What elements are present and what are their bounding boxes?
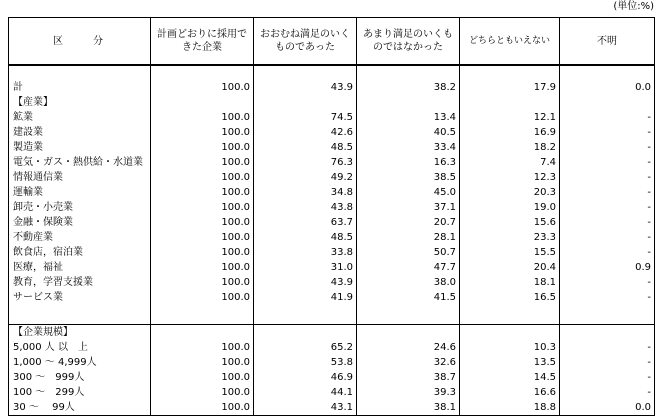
section-divider (9, 305, 655, 325)
table-row-total (9, 80, 655, 95)
table-row (9, 370, 655, 385)
cell-value: 100.0 (151, 125, 254, 140)
cell-value: 38.7 (357, 370, 460, 385)
cell-value: - (560, 230, 655, 245)
cell-value: 47.7 (357, 260, 460, 275)
row-label: 1,000 ～ 4,999人 (9, 355, 151, 370)
cell-value: 0.9 (560, 260, 655, 275)
cell-value: 0.0 (560, 80, 655, 95)
cell-value: 39.3 (357, 385, 460, 400)
cell-value: - (560, 275, 655, 290)
section-heading-size (9, 325, 655, 341)
table-row (9, 110, 655, 125)
row-label: 教育，学習支援業 (9, 275, 151, 290)
cell-value: 20.7 (357, 215, 460, 230)
row-label: 計 (9, 80, 151, 95)
cell-value: 100.0 (151, 170, 254, 185)
table-row (9, 200, 655, 215)
cell-value: 12.1 (460, 110, 560, 125)
header-row (9, 18, 655, 66)
cell-value: - (560, 170, 655, 185)
row-label: 5,000 人 以 上 (9, 340, 151, 355)
cell-value: - (560, 200, 655, 215)
cell-value: 16.9 (460, 125, 560, 140)
cell-value: 15.5 (460, 245, 560, 260)
cell-value: 43.1 (254, 400, 357, 416)
cell-value: 100.0 (151, 275, 254, 290)
table-row (9, 230, 655, 245)
cell-value: 15.6 (460, 215, 560, 230)
cell-value: 13.5 (460, 355, 560, 370)
table-row (9, 170, 655, 185)
cell-value: 32.6 (357, 355, 460, 370)
cell-value: 100.0 (151, 355, 254, 370)
cell-value: 33.8 (254, 245, 357, 260)
cell-value: - (560, 385, 655, 400)
cell-value: - (560, 140, 655, 155)
cell-value: 16.5 (460, 290, 560, 305)
cell-value: 20.4 (460, 260, 560, 275)
cell-value: 24.6 (357, 340, 460, 355)
cell-value: 100.0 (151, 215, 254, 230)
cell-value: 18.1 (460, 275, 560, 290)
cell-value: - (560, 110, 655, 125)
cell-value: 10.3 (460, 340, 560, 355)
cell-value: - (560, 155, 655, 170)
cell-value: 100.0 (151, 185, 254, 200)
table-row (9, 245, 655, 260)
cell-value: 34.8 (254, 185, 357, 200)
cell-value: 48.5 (254, 140, 357, 155)
cell-value: 100.0 (151, 155, 254, 170)
cell-value: 42.6 (254, 125, 357, 140)
cell-value: 63.7 (254, 215, 357, 230)
cell-value: 100.0 (151, 140, 254, 155)
table-row (9, 400, 655, 416)
cell-value: 74.5 (254, 110, 357, 125)
cell-value: 76.3 (254, 155, 357, 170)
spacer-row (9, 65, 655, 80)
survey-table (8, 17, 655, 416)
cell-value: 100.0 (151, 245, 254, 260)
cell-value: 13.4 (357, 110, 460, 125)
cell-value: 43.9 (254, 80, 357, 95)
cell-value: 53.8 (254, 355, 357, 370)
section-heading-industry (9, 95, 655, 110)
table-row (9, 155, 655, 170)
cell-value: 100.0 (151, 290, 254, 305)
row-label: 30 ～ 99人 (9, 400, 151, 416)
cell-value: 17.9 (460, 80, 560, 95)
table-row (9, 215, 655, 230)
cell-value: 100.0 (151, 370, 254, 385)
cell-value: 100.0 (151, 260, 254, 275)
cell-value: 45.0 (357, 185, 460, 200)
table-row (9, 260, 655, 275)
table-row (9, 340, 655, 355)
cell-value: - (560, 290, 655, 305)
cell-value: - (560, 185, 655, 200)
cell-value: - (560, 125, 655, 140)
cell-value: 19.0 (460, 200, 560, 215)
cell-value: 43.9 (254, 275, 357, 290)
header-not-satisfied: あまり満足のいくものではなかった (357, 18, 460, 66)
row-label: 300 ～ 999人 (9, 370, 151, 385)
cell-value: 38.5 (357, 170, 460, 185)
table-row (9, 275, 655, 290)
row-label: 運輸業 (9, 185, 151, 200)
header-unknown: 不明 (560, 18, 655, 66)
cell-value: 48.5 (254, 230, 357, 245)
row-label: 金融・保険業 (9, 215, 151, 230)
cell-value: 28.1 (357, 230, 460, 245)
cell-value: 100.0 (151, 400, 254, 416)
header-category: 区 分 (9, 18, 151, 66)
row-label: サービス業 (9, 290, 151, 305)
unit-note: (単位:%) (613, 1, 654, 12)
cell-value: - (560, 215, 655, 230)
cell-value: 38.1 (357, 400, 460, 416)
row-label: 情報通信業 (9, 170, 151, 185)
cell-value: 20.3 (460, 185, 560, 200)
cell-value: 37.1 (357, 200, 460, 215)
cell-value: 7.4 (460, 155, 560, 170)
cell-value: 41.5 (357, 290, 460, 305)
row-label: 製造業 (9, 140, 151, 155)
cell-value: 23.3 (460, 230, 560, 245)
cell-value: 100.0 (151, 230, 254, 245)
cell-value: 100.0 (151, 110, 254, 125)
row-label: 飲食店，宿泊業 (9, 245, 151, 260)
cell-value: - (560, 340, 655, 355)
header-mostly-satisfied: おおむね満足のいくものであった (254, 18, 357, 66)
table-row (9, 355, 655, 370)
row-label: 100 ～ 299人 (9, 385, 151, 400)
cell-value: 16.6 (460, 385, 560, 400)
cell-value: 40.5 (357, 125, 460, 140)
header-planned-hiring: 計画どおりに採用できた企業 (151, 18, 254, 66)
cell-value: 100.0 (151, 340, 254, 355)
row-label: 鉱業 (9, 110, 151, 125)
table-row (9, 140, 655, 155)
cell-value: 44.1 (254, 385, 357, 400)
row-label: 建設業 (9, 125, 151, 140)
cell-value: 18.8 (460, 400, 560, 416)
cell-value: 38.2 (357, 80, 460, 95)
cell-value: 16.3 (357, 155, 460, 170)
cell-value: 14.5 (460, 370, 560, 385)
table-row (9, 290, 655, 305)
cell-value: 0.0 (560, 400, 655, 416)
cell-value: 41.9 (254, 290, 357, 305)
header-neither: どちらともいえない (460, 18, 560, 66)
cell-value: 31.0 (254, 260, 357, 275)
table-row (9, 125, 655, 140)
row-label: 卸売・小売業 (9, 200, 151, 215)
cell-value: 46.9 (254, 370, 357, 385)
cell-value: - (560, 245, 655, 260)
section-heading: 【企業規模】 (9, 325, 151, 341)
row-label: 不動産業 (9, 230, 151, 245)
cell-value: 65.2 (254, 340, 357, 355)
cell-value: 38.0 (357, 275, 460, 290)
cell-value: 43.8 (254, 200, 357, 215)
cell-value: 50.7 (357, 245, 460, 260)
cell-value: - (560, 355, 655, 370)
cell-value: 100.0 (151, 200, 254, 215)
cell-value: 18.2 (460, 140, 560, 155)
table-row (9, 385, 655, 400)
row-label: 医療，福祉 (9, 260, 151, 275)
cell-value: 100.0 (151, 385, 254, 400)
row-label: 電気・ガス・熱供給・水道業 (9, 155, 151, 170)
table-row (9, 185, 655, 200)
cell-value: 49.2 (254, 170, 357, 185)
section-heading: 【産業】 (9, 95, 151, 110)
cell-value: 100.0 (151, 80, 254, 95)
cell-value: 12.3 (460, 170, 560, 185)
cell-value: - (560, 370, 655, 385)
cell-value: 33.4 (357, 140, 460, 155)
